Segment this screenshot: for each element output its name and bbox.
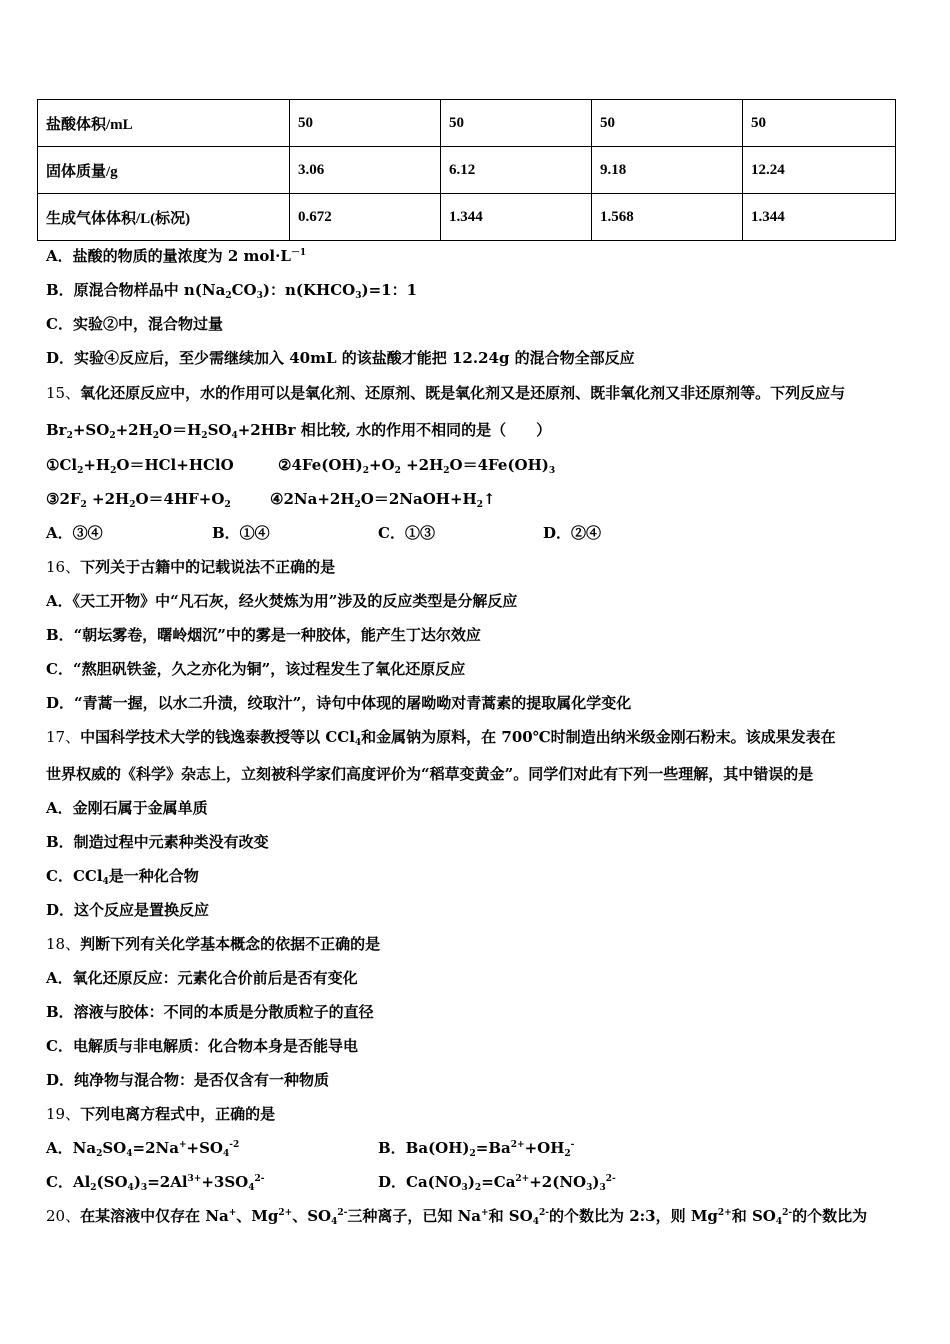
superscript: 2+ (510, 1140, 525, 1150)
text: +2H (86, 490, 130, 508)
subscript: 3 (599, 1183, 606, 1193)
q15-option-b: B．①④ (212, 524, 270, 542)
subscript: 2 (225, 291, 232, 301)
text: B．Ba(OH) (378, 1139, 470, 1157)
superscript: 2+ (515, 1174, 530, 1184)
subscript: 4 (248, 1183, 255, 1193)
q17-option-a: A．金刚石属于金属单质 (46, 799, 208, 817)
text: ①Cl (46, 456, 78, 474)
text: =2Na (132, 1139, 179, 1157)
subscript: 4 (331, 1217, 338, 1227)
text: ③2F (46, 490, 81, 508)
superscript: 2- (337, 1208, 348, 1218)
table-row (38, 194, 896, 241)
text: 的个数比为 2:3，则 Mg (548, 1207, 718, 1225)
q19-stem (46, 1104, 275, 1124)
subscript: 2 (394, 466, 401, 476)
text: 下列电离方程式中，正确的是 (80, 1105, 276, 1123)
text: 中国科学技术大学的钱逸泰教授等以 CCl (80, 728, 355, 746)
subscript: 2 (224, 500, 231, 510)
subscript: 2 (152, 431, 160, 441)
superscript: + (481, 1208, 489, 1218)
subscript: 3 (461, 1183, 468, 1193)
q15-option-d: D．②④ (543, 524, 602, 542)
superscript: 2- (782, 1208, 793, 1218)
text: +2(NO (529, 1173, 587, 1191)
text: O＝H (159, 421, 202, 439)
q14-option-c: C．实验②中，混合物过量 (46, 315, 223, 333)
q19-option-d (378, 1172, 616, 1192)
superscript: - (570, 1140, 575, 1150)
q16-stem (46, 557, 335, 577)
table-cell: 9.18 (592, 147, 743, 194)
text: O＝4Fe(OH) (449, 456, 549, 474)
text: ) (467, 1173, 475, 1191)
q14-option-b (46, 280, 417, 300)
text: +SO (186, 1139, 223, 1157)
text: O＝4HF+O (135, 490, 225, 508)
q17-stem-cont: 世界权威的《科学》杂志上，立刻被科学家们高度评价为“稻草变黄金”。同学们对此有下列一些理解，其中错误的是 (46, 765, 814, 783)
text: +OH (524, 1139, 565, 1157)
subscript: 2 (90, 1183, 97, 1193)
q15-option-c: C．①③ (378, 524, 435, 542)
question-number: 17、 (46, 728, 81, 746)
q18-stem (46, 934, 380, 954)
text: )=1：1 (361, 281, 418, 299)
q17-option-b: B．制造过程中元素种类没有改变 (46, 833, 269, 851)
text: 和 SO (488, 1207, 533, 1225)
q20-stem (46, 1206, 867, 1226)
q15-reaction-3 (46, 489, 231, 509)
subscript: 2 (362, 466, 369, 476)
text: +SO (72, 421, 110, 439)
subscript: 2 (80, 500, 87, 510)
q15-stem (46, 383, 845, 403)
text: +2H (115, 421, 153, 439)
q15-reaction-2 (278, 455, 555, 475)
subscript: 2 (77, 466, 84, 476)
text: 的个数比为 (792, 1207, 868, 1225)
subscript: 3 (256, 291, 263, 301)
row-label: 盐酸体积/mL (38, 100, 290, 147)
subscript: 2 (469, 1149, 476, 1159)
q18-option-c: C．电解质与非电解质：化合物本身是否能导电 (46, 1037, 358, 1055)
text: CO (231, 281, 257, 299)
subscript: 2 (564, 1149, 571, 1159)
text: 、SO (292, 1207, 332, 1225)
superscript: + (228, 1208, 237, 1218)
text: 是一种化合物 (108, 867, 199, 885)
q19-option-c (46, 1172, 265, 1192)
table-cell: 50 (743, 100, 896, 147)
q14-option-a (46, 246, 306, 266)
question-number: 18、 (46, 935, 81, 953)
q15-option-a: A．③④ (46, 524, 103, 542)
text: =2Al (147, 1173, 188, 1191)
text: (SO (96, 1173, 128, 1191)
text: C．CCl (46, 867, 103, 885)
text: B．原混合物样品中 n(Na (46, 281, 226, 299)
text: ) (133, 1173, 141, 1191)
superscript: 2- (538, 1208, 549, 1218)
question-number: 16、 (46, 558, 81, 576)
text: 和 SO (731, 1207, 776, 1225)
subscript: 4 (532, 1217, 539, 1227)
text: +2H (400, 456, 444, 474)
subscript: 2 (201, 431, 208, 441)
table-cell: 1.344 (441, 194, 592, 241)
table-cell: 50 (592, 100, 743, 147)
subscript: 4 (126, 1149, 133, 1159)
subscript: 2 (354, 500, 361, 510)
text: =Ca (481, 1173, 516, 1191)
subscript: 3 (140, 1183, 148, 1193)
text: ②4Fe(OH) (278, 456, 363, 474)
table-cell: 6.12 (441, 147, 592, 194)
q14-option-d: D．实验④反应后，至少需继续加入 40mL 的该盐酸才能把 12.24g 的混合物全部反应 (46, 349, 635, 367)
superscript: －1 (290, 248, 307, 258)
superscript: + (178, 1140, 187, 1150)
table-row (38, 100, 896, 147)
text: 氧化还原反应中，水的作用可以是氧化剂、还原剂、既是氧化剂又是还原剂、既非氧化剂又非还原剂等。下列反应与 (80, 384, 846, 402)
subscript: 2 (66, 431, 73, 441)
subscript: 2 (443, 466, 450, 476)
q16-option-b: B．“朝坛雾卷，曙岭烟沉”中的雾是一种胶体，能产生丁达尔效应 (46, 626, 481, 644)
table-cell: 12.24 (743, 147, 896, 194)
subscript: 2 (109, 431, 116, 441)
subscript: 2 (110, 466, 117, 476)
subscript: 4 (222, 1149, 230, 1159)
q18-option-a: A．氧化还原反应：元素化合价前后是否有变化 (46, 969, 358, 987)
subscript: 3 (548, 466, 556, 476)
subscript: 2 (96, 1149, 103, 1159)
subscript: 3 (586, 1183, 593, 1193)
text: +O (368, 456, 395, 474)
subscript: 4 (775, 1217, 783, 1227)
text: 下列关于古籍中的记载说法不正确的是 (80, 558, 336, 576)
subscript: 2 (476, 500, 483, 510)
q18-option-b: B．溶液与胶体：不同的本质是分散质粒子的直径 (46, 1003, 374, 1021)
q15-stem-equation (46, 420, 551, 440)
text: )：n(KHCO (262, 281, 356, 299)
subscript: 2 (474, 1183, 482, 1193)
experiment-table (37, 99, 896, 241)
superscript: -2 (229, 1140, 240, 1150)
text: O＝2NaOH+H (360, 490, 477, 508)
q17-stem (46, 727, 836, 747)
subscript: 4 (127, 1183, 134, 1193)
text: 在某溶液中仅存在 Na (80, 1207, 229, 1225)
text: +H (83, 456, 111, 474)
text: +3SO (201, 1173, 249, 1191)
table-cell: 0.672 (290, 194, 441, 241)
text: 和金属钠为原料，在 700℃时制造出纳米级金刚石粉末。该成果发表在 (361, 728, 836, 746)
subscript: 4 (102, 877, 109, 887)
text: A．Na (46, 1139, 97, 1157)
table-cell: 50 (290, 100, 441, 147)
text: A．盐酸的物质的量浓度为 2 mol·L (46, 247, 291, 265)
q19-option-a (46, 1138, 239, 1158)
q15-reaction-1 (46, 455, 234, 475)
text: D．Ca(NO (378, 1173, 462, 1191)
text: =Ba (475, 1139, 511, 1157)
subscript: 4 (354, 738, 362, 748)
text: 、Mg (236, 1207, 279, 1225)
q16-option-a: A．《天工开物》中“凡石灰，经火焚炼为用”涉及的反应类型是分解反应 (46, 592, 518, 610)
superscript: 2- (605, 1174, 616, 1184)
text: ) (592, 1173, 600, 1191)
q15-reaction-4 (270, 489, 496, 509)
row-label: 固体质量/g (38, 147, 290, 194)
text: +2HBr 相比较, 水的作用不相同的是（ ） (237, 421, 552, 439)
question-number: 15、 (46, 384, 81, 402)
superscript: 2- (254, 1174, 265, 1184)
superscript: 2+ (278, 1208, 293, 1218)
superscript: 3+ (187, 1174, 202, 1184)
q17-option-d: D．这个反应是置换反应 (46, 901, 210, 919)
q16-option-d: D．“青蒿一握，以水二升渍，绞取汁”，诗句中体现的屠呦呦对青蒿素的提取属化学变化 (46, 694, 632, 712)
question-number: 19、 (46, 1105, 81, 1123)
subscript: 3 (355, 291, 362, 301)
text: 判断下列有关化学基本概念的依据不正确的是 (80, 935, 381, 953)
table-cell: 50 (441, 100, 592, 147)
q18-option-d: D．纯净物与混合物：是否仅含有一种物质 (46, 1071, 330, 1089)
text: O＝HCl+HClO (116, 456, 234, 474)
q16-option-c: C．“熬胆矾铁釜，久之亦化为铜”，该过程发生了氧化还原反应 (46, 660, 466, 678)
superscript: 2+ (717, 1208, 732, 1218)
text: 三种离子，已知 Na (347, 1207, 482, 1225)
q19-option-b (378, 1138, 574, 1158)
table-cell: 3.06 (290, 147, 441, 194)
text: SO (102, 1139, 127, 1157)
table-cell: 1.568 (592, 194, 743, 241)
q17-option-c (46, 866, 199, 886)
question-number: 20、 (46, 1207, 81, 1225)
text: Br (46, 421, 67, 439)
table-row (38, 147, 896, 194)
subscript: 4 (231, 431, 238, 441)
table-cell: 1.344 (743, 194, 896, 241)
subscript: 2 (129, 500, 136, 510)
text: C．Al (46, 1173, 91, 1191)
text: ④2Na+2H (270, 490, 355, 508)
text: ↑ (482, 490, 496, 508)
text: SO (207, 421, 232, 439)
row-label: 生成气体体积/L(标况) (38, 194, 290, 241)
